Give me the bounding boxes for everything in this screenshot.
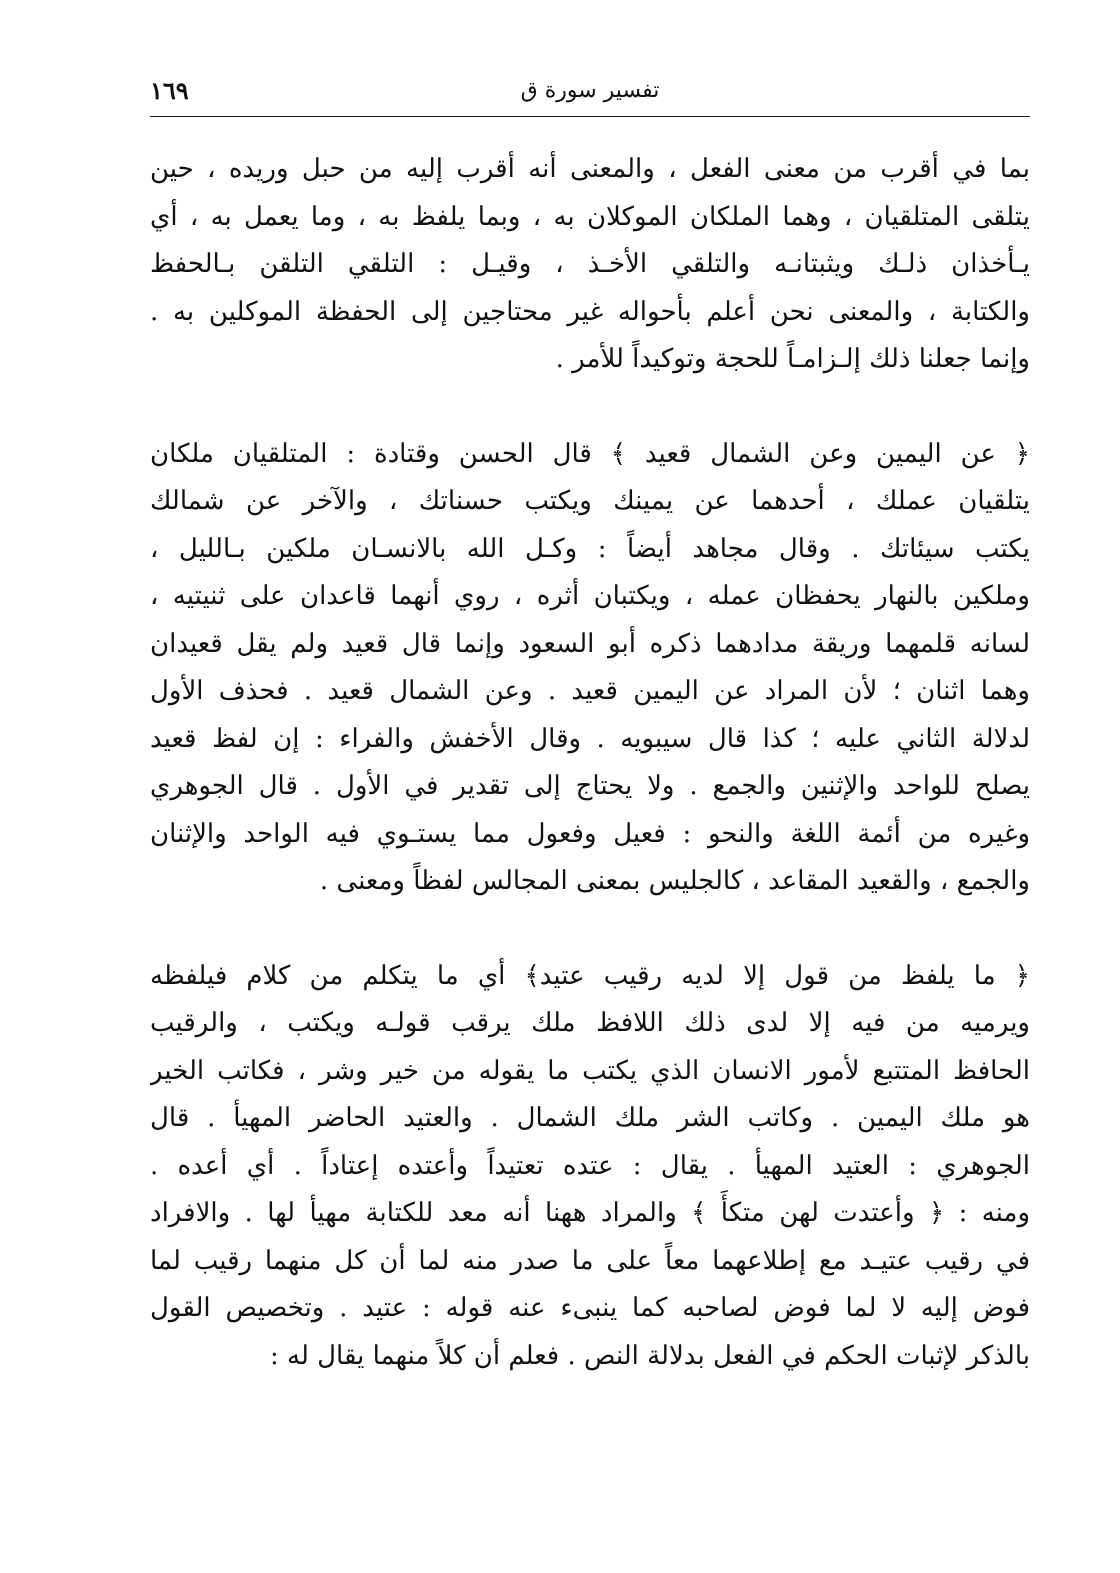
text-line: ﴿ ما يلفظ من قول إلا لديه رقيب عتيد﴾ أي ما يتكلم من كلام فيلفظه (150, 960, 1030, 991)
text-line: ﴿ عن اليمين وعن الشمال قعيد ﴾ قال الحسن وقتادة : المتلقيان ملكان (150, 438, 1030, 469)
text-line: وغيره من أئمة اللغة والنحو : فعيل وفعول مما يستـوي فيه الواحد والإثنان (150, 818, 1030, 849)
text-line: وهما اثنان ؛ لأن المراد عن اليمين قعيد . وعن الشمال قعيد . فحذف الأول (150, 676, 1030, 706)
text-line: ومنه : ﴿ وأعتدت لهن متكأً ﴾ والمراد ههنا أنه معد للكتابة مهيأ لها . والافراد (150, 1198, 1030, 1228)
text-line: يـأخذان ذلـك ويثبتانـه والتلقي الأخـذ ، وقيـل : التلقي التلقن بـالحفظ (150, 249, 1030, 279)
text-line: الحافظ المتتبع لأمور الانسان الذي يكتب ما يقوله من خير وشر ، فكاتب الخير (150, 1055, 1030, 1086)
text-line: وإنما جعلنا ذلك إلـزامـاً للحجة وتوكيداً للأمر . (555, 344, 1030, 374)
text-line: ويرميه من فيه إلا لدى ذلك اللافظ ملك يرقب قولـه ويكتب ، والرقيب (150, 1008, 1030, 1038)
text-line: لدلالة الثاني عليه ؛ كذا قال سيبويه . وقال الأخفش والفراء : إن لفظ قعيد (150, 723, 1030, 754)
text-line: يتلقيان عملك ، أحدهما عن يمينك ويكتب حسناتك ، والآخر عن شمالك (150, 486, 1030, 516)
page-body (150, 146, 1030, 1380)
text-line: وملكين بالنهار يحفظان عمله ، ويكتبان أثره ، روي أنهما قاعدان على ثنيتيه ، (150, 581, 1030, 611)
text-line: يصلح للواحد والإثنين والجمع . ولا يحتاج إلى تقدير في الأول . قال الجوهري (150, 771, 1030, 801)
text-line: هو ملك اليمين . وكاتب الشر ملك الشمال . والعتيد الحاضر المهيأ . قال (150, 1103, 1030, 1133)
running-title: تفسير سورة ق (520, 78, 660, 103)
text-line: يتلقى المتلقيان ، وهما الملكان الموكلان به ، وبما يلفظ به ، وما يعمل به ، أي (150, 201, 1030, 232)
text-line: بالذكر لإثبات الحكم في الفعل بدلالة النص . فعلم أن كلاً منهما يقال له : (270, 1340, 1030, 1371)
paragraph-2 (150, 431, 1030, 906)
text-line: والكتابة ، والمعنى نحن أعلم بأحواله غير محتاجين إلى الحفظة الموكلين به . (150, 296, 1030, 327)
text-line: الجوهري : العتيد المهيأ . يقال : عتده تعتيداً وأعتده إعتاداً . أي أعده . (150, 1150, 1030, 1181)
paragraph-3 (150, 953, 1030, 1381)
page-number: ١٦٩ (150, 76, 189, 105)
page-header (150, 76, 1030, 117)
text-line: لسانه قلمهما وريقة مدادهما ذكره أبو السعود وإنما قال قعيد ولم يقل قعيدان (150, 628, 1030, 659)
paragraph-1 (150, 146, 1030, 384)
text-line: والجمع ، والقعيد المقاعد ، كالجليس بمعنى المجالس لفظاً ومعنى . (319, 866, 1030, 896)
text-line: يكتب سيئاتك . وقال مجاهد أيضاً : وكـل الله بالانسـان ملكين بـالليل ، (150, 533, 1030, 564)
text-line: بما في أقرب من معنى الفعل ، والمعنى أنه أقرب إليه من حبل وريده ، حين (150, 154, 1030, 184)
text-line: في رقيب عتيـد مع إطلاعهما معاً على ما صدر منه لما أن كل منهما رقيب لما (150, 1245, 1030, 1276)
text-line: فوض إليه لا لما فوض لصاحبه كما ينبىء عنه قوله : عتيد . وتخصيص القول (150, 1293, 1030, 1323)
